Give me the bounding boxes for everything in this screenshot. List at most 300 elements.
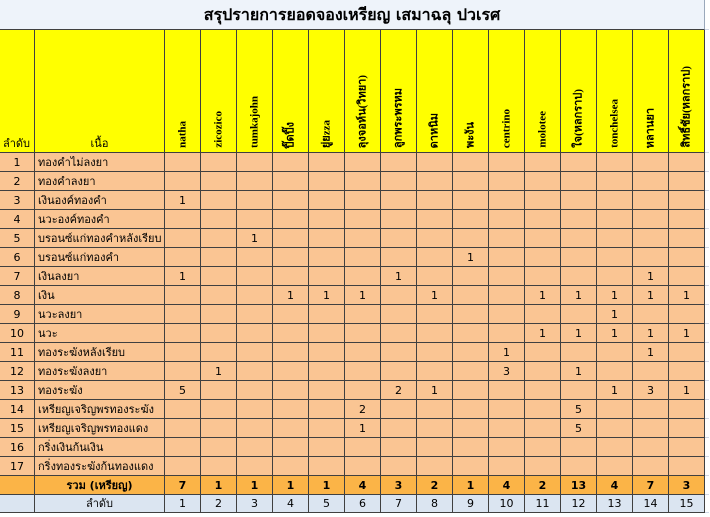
data-cell[interactable] [489, 305, 525, 324]
total-cell[interactable]: 7 [165, 476, 201, 495]
data-cell[interactable] [165, 305, 201, 324]
data-cell[interactable] [525, 248, 561, 267]
material-cell[interactable]: เงิน [35, 286, 165, 305]
member-header-cell[interactable] [489, 30, 525, 153]
data-cell[interactable] [201, 210, 237, 229]
member-header-cell[interactable] [201, 30, 237, 153]
order-number-cell[interactable]: 1 [165, 495, 201, 513]
column-header-material[interactable]: เนื้อ [35, 30, 165, 153]
data-cell[interactable] [489, 381, 525, 400]
data-cell[interactable] [309, 324, 345, 343]
data-cell[interactable] [489, 229, 525, 248]
data-cell[interactable] [453, 343, 489, 362]
data-cell[interactable]: 1 [381, 267, 417, 286]
empty-cell[interactable] [705, 343, 709, 362]
row-number-cell[interactable]: 16 [0, 438, 35, 457]
order-number-cell[interactable]: 4 [273, 495, 309, 513]
order-number-cell[interactable]: 13 [597, 495, 633, 513]
data-cell[interactable] [273, 172, 309, 191]
data-cell[interactable] [669, 210, 705, 229]
data-cell[interactable] [237, 362, 273, 381]
total-cell[interactable]: 4 [597, 476, 633, 495]
total-cell[interactable]: 4 [345, 476, 381, 495]
data-cell[interactable] [633, 153, 669, 172]
order-number-cell[interactable]: 10 [489, 495, 525, 513]
row-number-cell[interactable]: 17 [0, 457, 35, 476]
data-cell[interactable] [309, 438, 345, 457]
data-cell[interactable] [273, 419, 309, 438]
total-cell[interactable]: 1 [201, 476, 237, 495]
data-cell[interactable]: 1 [597, 305, 633, 324]
data-cell[interactable] [669, 229, 705, 248]
data-cell[interactable] [633, 419, 669, 438]
data-cell[interactable] [561, 172, 597, 191]
data-cell[interactable] [525, 305, 561, 324]
data-cell[interactable] [561, 343, 597, 362]
row-number-cell[interactable]: 5 [0, 229, 35, 248]
data-cell[interactable] [381, 153, 417, 172]
data-cell[interactable] [381, 191, 417, 210]
data-cell[interactable]: 1 [453, 248, 489, 267]
data-cell[interactable] [453, 210, 489, 229]
empty-cell[interactable] [705, 210, 709, 229]
data-cell[interactable] [561, 267, 597, 286]
data-cell[interactable] [201, 381, 237, 400]
data-cell[interactable] [165, 419, 201, 438]
data-cell[interactable] [273, 229, 309, 248]
data-cell[interactable] [237, 248, 273, 267]
data-cell[interactable] [417, 191, 453, 210]
data-cell[interactable] [417, 305, 453, 324]
material-cell[interactable]: กริ่งทองระฆังก้นทองแดง [35, 457, 165, 476]
data-cell[interactable] [345, 267, 381, 286]
data-cell[interactable] [381, 210, 417, 229]
member-header-cell[interactable] [597, 30, 633, 153]
data-cell[interactable]: 1 [597, 324, 633, 343]
data-cell[interactable] [453, 324, 489, 343]
data-cell[interactable] [201, 343, 237, 362]
data-cell[interactable] [237, 267, 273, 286]
data-cell[interactable] [489, 210, 525, 229]
data-cell[interactable] [237, 324, 273, 343]
data-cell[interactable] [561, 305, 597, 324]
data-cell[interactable] [201, 438, 237, 457]
data-cell[interactable] [165, 438, 201, 457]
data-cell[interactable] [633, 191, 669, 210]
data-cell[interactable] [489, 419, 525, 438]
row-number-cell[interactable]: 4 [0, 210, 35, 229]
member-header-cell[interactable] [669, 30, 705, 153]
data-cell[interactable] [237, 419, 273, 438]
data-cell[interactable] [669, 153, 705, 172]
material-cell[interactable]: เงินลงยา [35, 267, 165, 286]
member-header-cell[interactable] [273, 30, 309, 153]
data-cell[interactable] [201, 172, 237, 191]
material-cell[interactable]: นวะองค์ทองคำ [35, 210, 165, 229]
data-cell[interactable]: 1 [201, 362, 237, 381]
data-cell[interactable] [597, 248, 633, 267]
order-number-cell[interactable]: 5 [309, 495, 345, 513]
data-cell[interactable] [417, 267, 453, 286]
empty-cell[interactable] [705, 30, 709, 153]
data-cell[interactable] [273, 343, 309, 362]
data-cell[interactable] [165, 153, 201, 172]
data-cell[interactable] [201, 191, 237, 210]
data-cell[interactable] [561, 153, 597, 172]
data-cell[interactable] [381, 438, 417, 457]
order-number-cell[interactable]: 6 [345, 495, 381, 513]
data-cell[interactable] [165, 343, 201, 362]
data-cell[interactable] [381, 343, 417, 362]
data-cell[interactable] [345, 248, 381, 267]
data-cell[interactable] [165, 248, 201, 267]
data-cell[interactable] [453, 400, 489, 419]
data-cell[interactable] [633, 305, 669, 324]
data-cell[interactable] [273, 438, 309, 457]
data-cell[interactable] [381, 400, 417, 419]
data-cell[interactable] [489, 267, 525, 286]
data-cell[interactable] [165, 362, 201, 381]
row-number-cell[interactable]: 9 [0, 305, 35, 324]
data-cell[interactable] [489, 172, 525, 191]
data-cell[interactable] [525, 191, 561, 210]
data-cell[interactable] [201, 286, 237, 305]
data-cell[interactable] [561, 229, 597, 248]
data-cell[interactable] [345, 305, 381, 324]
empty-cell[interactable] [705, 286, 709, 305]
data-cell[interactable] [561, 248, 597, 267]
data-cell[interactable] [453, 419, 489, 438]
material-cell[interactable]: บรอนซ์แก่ทองคำหลังเรียบ [35, 229, 165, 248]
data-cell[interactable] [453, 153, 489, 172]
data-cell[interactable] [417, 248, 453, 267]
data-cell[interactable]: 1 [417, 381, 453, 400]
row-number-cell[interactable]: 13 [0, 381, 35, 400]
order-number-cell[interactable]: 12 [561, 495, 597, 513]
data-cell[interactable] [597, 457, 633, 476]
data-cell[interactable]: 1 [633, 343, 669, 362]
data-cell[interactable] [237, 381, 273, 400]
data-cell[interactable] [633, 362, 669, 381]
data-cell[interactable] [417, 172, 453, 191]
data-cell[interactable] [345, 153, 381, 172]
data-cell[interactable] [309, 400, 345, 419]
order-number-cell[interactable]: 7 [381, 495, 417, 513]
data-cell[interactable]: 1 [597, 381, 633, 400]
row-number-cell[interactable]: 14 [0, 400, 35, 419]
data-cell[interactable] [453, 438, 489, 457]
data-cell[interactable] [273, 267, 309, 286]
data-cell[interactable] [309, 172, 345, 191]
total-cell[interactable]: 1 [453, 476, 489, 495]
data-cell[interactable]: 3 [633, 381, 669, 400]
data-cell[interactable] [345, 362, 381, 381]
data-cell[interactable] [525, 400, 561, 419]
empty-cell[interactable] [705, 153, 709, 172]
data-cell[interactable] [309, 210, 345, 229]
member-header-cell[interactable] [309, 30, 345, 153]
data-cell[interactable] [345, 343, 381, 362]
data-cell[interactable] [237, 457, 273, 476]
data-cell[interactable] [201, 305, 237, 324]
data-cell[interactable] [309, 419, 345, 438]
data-cell[interactable] [453, 191, 489, 210]
data-cell[interactable]: 3 [489, 362, 525, 381]
data-cell[interactable]: 1 [309, 286, 345, 305]
data-cell[interactable] [561, 210, 597, 229]
order-number-cell[interactable]: 15 [669, 495, 705, 513]
data-cell[interactable] [669, 362, 705, 381]
data-cell[interactable] [597, 210, 633, 229]
data-cell[interactable] [489, 457, 525, 476]
data-cell[interactable] [633, 248, 669, 267]
member-header-cell[interactable] [165, 30, 201, 153]
data-cell[interactable] [309, 362, 345, 381]
data-cell[interactable] [489, 191, 525, 210]
empty-cell[interactable] [705, 400, 709, 419]
empty-cell[interactable] [705, 476, 709, 495]
data-cell[interactable] [237, 343, 273, 362]
empty-cell[interactable] [705, 172, 709, 191]
data-cell[interactable] [201, 267, 237, 286]
data-cell[interactable] [273, 210, 309, 229]
data-cell[interactable] [381, 248, 417, 267]
total-cell[interactable]: 3 [381, 476, 417, 495]
row-number-cell[interactable]: 12 [0, 362, 35, 381]
data-cell[interactable] [597, 153, 633, 172]
material-cell[interactable]: กริ่งเงินก้นเงิน [35, 438, 165, 457]
data-cell[interactable] [525, 172, 561, 191]
data-cell[interactable] [273, 381, 309, 400]
data-cell[interactable] [345, 172, 381, 191]
empty-cell[interactable] [705, 0, 709, 30]
data-cell[interactable]: 1 [669, 324, 705, 343]
data-cell[interactable] [525, 343, 561, 362]
data-cell[interactable]: 1 [165, 267, 201, 286]
data-cell[interactable] [309, 267, 345, 286]
row-number-cell[interactable]: 11 [0, 343, 35, 362]
order-number-cell[interactable]: 3 [237, 495, 273, 513]
order-number-cell[interactable]: 11 [525, 495, 561, 513]
data-cell[interactable] [309, 381, 345, 400]
data-cell[interactable] [597, 400, 633, 419]
data-cell[interactable] [669, 305, 705, 324]
data-cell[interactable]: 1 [633, 324, 669, 343]
data-cell[interactable] [669, 191, 705, 210]
data-cell[interactable] [525, 381, 561, 400]
data-cell[interactable] [345, 457, 381, 476]
data-cell[interactable] [417, 153, 453, 172]
data-cell[interactable] [165, 457, 201, 476]
data-cell[interactable] [273, 400, 309, 419]
data-cell[interactable] [489, 286, 525, 305]
order-number-cell[interactable]: 14 [633, 495, 669, 513]
data-cell[interactable] [633, 457, 669, 476]
material-cell[interactable]: เหรียญเจริญพรทองแดง [35, 419, 165, 438]
total-cell[interactable]: 13 [561, 476, 597, 495]
empty-cell[interactable] [705, 495, 709, 513]
data-cell[interactable] [525, 229, 561, 248]
order-number-cell[interactable]: 2 [201, 495, 237, 513]
data-cell[interactable] [489, 248, 525, 267]
data-cell[interactable] [345, 381, 381, 400]
data-cell[interactable] [417, 210, 453, 229]
total-cell[interactable]: 3 [669, 476, 705, 495]
data-cell[interactable] [201, 229, 237, 248]
total-blank-cell[interactable] [0, 476, 35, 495]
row-number-cell[interactable]: 7 [0, 267, 35, 286]
data-cell[interactable]: 1 [489, 343, 525, 362]
material-cell[interactable]: ทองคำลงยา [35, 172, 165, 191]
data-cell[interactable] [669, 267, 705, 286]
material-cell[interactable]: ทองระฆัง [35, 381, 165, 400]
data-cell[interactable] [561, 191, 597, 210]
data-cell[interactable]: 2 [381, 381, 417, 400]
total-cell[interactable]: 1 [273, 476, 309, 495]
data-cell[interactable] [345, 324, 381, 343]
data-cell[interactable] [237, 286, 273, 305]
data-cell[interactable] [273, 153, 309, 172]
data-cell[interactable] [381, 305, 417, 324]
data-cell[interactable] [309, 343, 345, 362]
data-cell[interactable] [669, 419, 705, 438]
data-cell[interactable] [309, 305, 345, 324]
data-cell[interactable]: 1 [345, 286, 381, 305]
row-number-cell[interactable]: 10 [0, 324, 35, 343]
total-label[interactable]: รวม (เหรียญ) [35, 476, 165, 495]
data-cell[interactable] [237, 305, 273, 324]
data-cell[interactable] [381, 229, 417, 248]
data-cell[interactable] [453, 267, 489, 286]
data-cell[interactable] [633, 172, 669, 191]
column-header-index[interactable]: ลำดับ [0, 30, 35, 153]
data-cell[interactable] [597, 172, 633, 191]
data-cell[interactable] [633, 400, 669, 419]
empty-cell[interactable] [705, 324, 709, 343]
data-cell[interactable] [273, 248, 309, 267]
data-cell[interactable] [309, 248, 345, 267]
data-cell[interactable] [237, 438, 273, 457]
data-cell[interactable] [165, 324, 201, 343]
data-cell[interactable]: 5 [165, 381, 201, 400]
data-cell[interactable] [381, 286, 417, 305]
material-cell[interactable]: เงินองค์ทองคำ [35, 191, 165, 210]
data-cell[interactable] [381, 324, 417, 343]
data-cell[interactable] [453, 457, 489, 476]
material-cell[interactable]: ทองคำไม่ลงยา [35, 153, 165, 172]
data-cell[interactable] [669, 172, 705, 191]
row-number-cell[interactable]: 6 [0, 248, 35, 267]
data-cell[interactable] [201, 248, 237, 267]
data-cell[interactable] [453, 381, 489, 400]
material-cell[interactable]: บรอนซ์แก่ทองคำ [35, 248, 165, 267]
data-cell[interactable] [309, 457, 345, 476]
data-cell[interactable] [417, 419, 453, 438]
empty-cell[interactable] [705, 362, 709, 381]
data-cell[interactable] [381, 172, 417, 191]
empty-cell[interactable] [705, 457, 709, 476]
data-cell[interactable]: 1 [633, 267, 669, 286]
data-cell[interactable] [453, 362, 489, 381]
total-cell[interactable]: 2 [525, 476, 561, 495]
data-cell[interactable] [201, 153, 237, 172]
data-cell[interactable] [633, 438, 669, 457]
data-cell[interactable] [201, 400, 237, 419]
data-cell[interactable] [345, 229, 381, 248]
data-cell[interactable]: 1 [237, 229, 273, 248]
data-cell[interactable] [417, 438, 453, 457]
data-cell[interactable] [453, 229, 489, 248]
data-cell[interactable] [345, 210, 381, 229]
data-cell[interactable]: 1 [561, 362, 597, 381]
data-cell[interactable] [165, 172, 201, 191]
data-cell[interactable] [201, 457, 237, 476]
data-cell[interactable]: 5 [561, 419, 597, 438]
data-cell[interactable] [165, 286, 201, 305]
data-cell[interactable] [165, 229, 201, 248]
data-cell[interactable] [309, 153, 345, 172]
material-cell[interactable]: ทองระฆังลงยา [35, 362, 165, 381]
data-cell[interactable]: 1 [561, 286, 597, 305]
data-cell[interactable] [597, 229, 633, 248]
data-cell[interactable] [237, 172, 273, 191]
data-cell[interactable] [561, 457, 597, 476]
data-cell[interactable] [273, 324, 309, 343]
data-cell[interactable] [561, 438, 597, 457]
data-cell[interactable] [525, 438, 561, 457]
data-cell[interactable] [273, 457, 309, 476]
data-cell[interactable] [201, 419, 237, 438]
data-cell[interactable] [273, 305, 309, 324]
member-header-cell[interactable] [525, 30, 561, 153]
data-cell[interactable] [633, 210, 669, 229]
data-cell[interactable]: 5 [561, 400, 597, 419]
data-cell[interactable] [669, 248, 705, 267]
data-cell[interactable] [345, 191, 381, 210]
data-cell[interactable] [525, 267, 561, 286]
data-cell[interactable] [201, 324, 237, 343]
data-cell[interactable] [597, 343, 633, 362]
data-cell[interactable] [525, 153, 561, 172]
material-cell[interactable]: ทองระฆังหลังเรียบ [35, 343, 165, 362]
data-cell[interactable] [669, 400, 705, 419]
data-cell[interactable]: 1 [345, 419, 381, 438]
data-cell[interactable] [489, 324, 525, 343]
data-cell[interactable] [489, 438, 525, 457]
data-cell[interactable] [669, 438, 705, 457]
row-number-cell[interactable]: 3 [0, 191, 35, 210]
data-cell[interactable]: 1 [525, 286, 561, 305]
empty-cell[interactable] [705, 248, 709, 267]
order-blank-cell[interactable] [0, 495, 35, 513]
total-cell[interactable]: 1 [237, 476, 273, 495]
empty-cell[interactable] [705, 438, 709, 457]
row-number-cell[interactable]: 2 [0, 172, 35, 191]
data-cell[interactable] [417, 457, 453, 476]
data-cell[interactable] [165, 210, 201, 229]
data-cell[interactable] [525, 362, 561, 381]
order-number-cell[interactable]: 9 [453, 495, 489, 513]
row-number-cell[interactable]: 1 [0, 153, 35, 172]
data-cell[interactable] [417, 362, 453, 381]
data-cell[interactable] [417, 400, 453, 419]
data-cell[interactable]: 1 [669, 381, 705, 400]
data-cell[interactable]: 1 [669, 286, 705, 305]
data-cell[interactable]: 1 [417, 286, 453, 305]
data-cell[interactable]: 1 [525, 324, 561, 343]
empty-cell[interactable] [705, 267, 709, 286]
order-number-cell[interactable]: 8 [417, 495, 453, 513]
